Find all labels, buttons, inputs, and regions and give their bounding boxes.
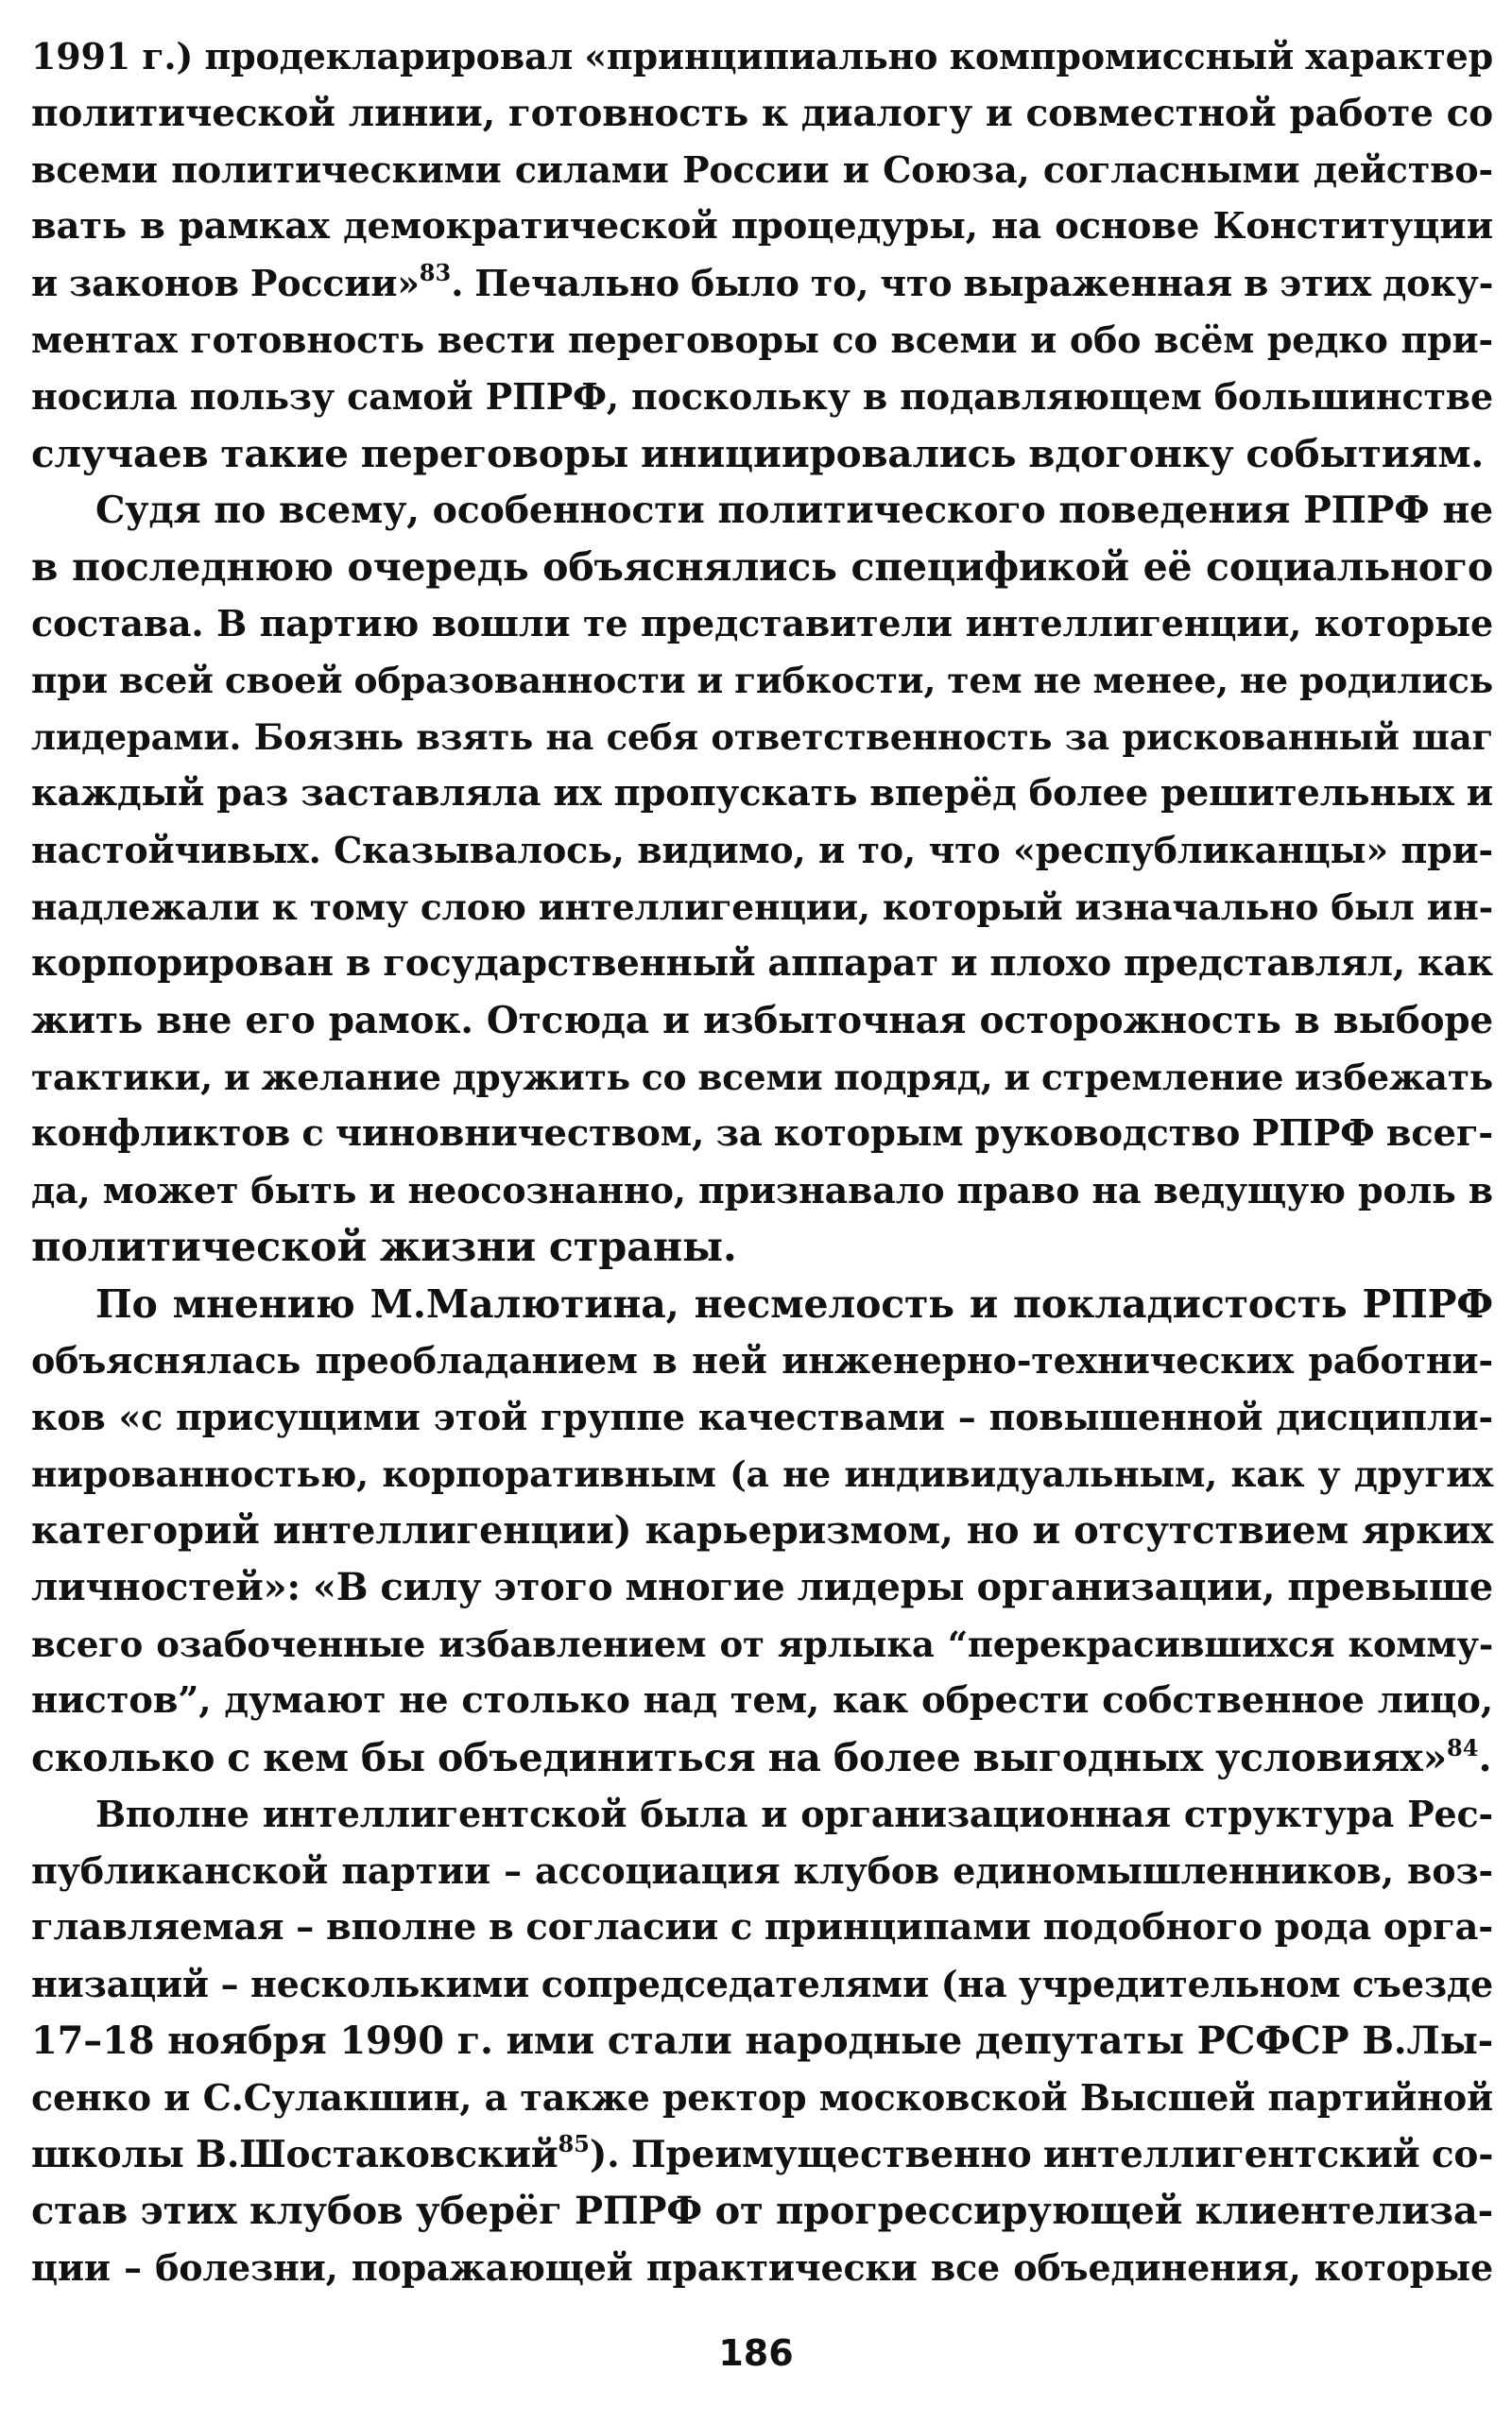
footnote-marker: 83 — [419, 259, 452, 286]
text-line-content: случаев такие переговоры инициировались вдогонку событиям. — [31, 431, 1485, 476]
text-line — [31, 2126, 1493, 2183]
text-line — [31, 1956, 1493, 2013]
text-line — [31, 879, 1493, 936]
text-line-content: школы В.Шостаковский — [31, 2133, 558, 2176]
text-line-content: Судя по всему, особенности политического поведения РПРФ не — [95, 489, 1493, 532]
text-line — [31, 1162, 1493, 1219]
text-line-content: По мнению М.Малютина, несмелость и покладистость РПРФ — [95, 1281, 1493, 1327]
text-line-content: при всей своей образованности и гибкости, тем не менее, не родились — [31, 660, 1493, 701]
text-line — [31, 2183, 1493, 2240]
text-line — [31, 1106, 1493, 1162]
text-line-content: корпорирован в государственный аппарат и плохо представлял, как — [31, 942, 1493, 985]
footnote-marker: 84 — [1447, 1734, 1479, 1761]
text-line — [31, 992, 1493, 1049]
text-line-content: став этих клубов уберёг РПРФ от прогрессирующей клиентелиза- — [31, 2189, 1493, 2233]
text-line-content: политической линии, готовность к диалогу и совместной работе со — [31, 92, 1493, 135]
text-line — [31, 2070, 1493, 2126]
text-line-content: сколько с кем бы объединиться на более выгодных условиях» — [31, 1735, 1448, 1780]
text-line — [31, 425, 1493, 482]
text-line — [31, 2013, 1493, 2070]
text-line-content: публиканской партии – ассоциация клубов единомышленников, воз- — [31, 1849, 1493, 1892]
text-line — [31, 822, 1493, 879]
text-line-content: носила пользу самой РПРФ, поскольку в подавляющем большинстве — [31, 375, 1493, 418]
text-line — [31, 1219, 1493, 1276]
text-line — [31, 1616, 1493, 1673]
text-line-content: ментах готовность вести переговоры со всеми и обо всём редко при- — [31, 318, 1493, 361]
document-page — [31, 28, 1493, 2296]
text-line — [31, 1389, 1493, 1446]
text-line-content: ков «с присущими этой группе качествами – повышенной дисципли- — [31, 1396, 1493, 1438]
text-line-content: нистов”, думают не столько над тем, как обрести собственное лицо, — [31, 1679, 1493, 1722]
text-line-content: Вполне интеллигентской была и организационная структура Рес- — [95, 1793, 1493, 1835]
text-line — [31, 1276, 1493, 1332]
text-line — [31, 1446, 1493, 1503]
text-line — [31, 28, 1493, 85]
text-line — [31, 1786, 1493, 1843]
text-line — [31, 1049, 1493, 1106]
text-line-continuation: . — [1478, 1735, 1492, 1780]
text-line — [31, 652, 1493, 709]
text-line — [31, 1332, 1493, 1389]
text-line — [31, 1503, 1493, 1559]
text-line-content: каждый раз заставляла их пропускать вперёд более решительных и — [31, 772, 1493, 815]
text-line — [31, 1729, 1493, 1786]
text-line — [31, 595, 1493, 652]
text-line-content: настойчивых. Сказывалось, видимо, и то, что «республиканцы» при- — [31, 829, 1493, 871]
footnote-marker: 85 — [558, 2130, 590, 2157]
text-line-content: вать в рамках демократической процедуры, на основе Конституции — [31, 205, 1493, 248]
text-line — [31, 198, 1493, 255]
text-line — [31, 1843, 1493, 1899]
text-line — [31, 539, 1493, 595]
text-line — [31, 1899, 1493, 1956]
text-line — [31, 1559, 1493, 1616]
text-line-content: политической жизни страны. — [31, 1224, 737, 1271]
text-line-content: в последнюю очередь объяснялись спецификой её социального — [31, 544, 1493, 590]
text-line-content: и законов России» — [31, 262, 420, 304]
text-line — [31, 1673, 1493, 1729]
text-line-content: низаций – несколькими сопредседателями (на учредительном съезде — [31, 1963, 1493, 2005]
text-line — [31, 369, 1493, 425]
text-line-content: надлежали к тому слою интеллигенции, который изначально был ин- — [31, 886, 1493, 928]
text-line-continuation: . Печально было то, что выраженная в этих доку- — [451, 262, 1494, 304]
text-line — [31, 2240, 1493, 2296]
text-line-content: состава. В партию вошли те представители интеллигенции, которые — [31, 602, 1493, 644]
text-line — [31, 312, 1493, 369]
text-line-content: лидерами. Боязнь взять на себя ответственность за рискованный шаг — [31, 716, 1493, 758]
text-line-content: жить вне его рамок. Отсюда и избыточная осторожность в выборе — [31, 999, 1493, 1042]
text-line-content: тактики, и желание дружить со всеми подряд, и стремление избежать — [31, 1057, 1493, 1098]
text-line-content: 17–18 ноября 1990 г. ими стали народные депутаты РСФСР В.Лы- — [31, 2019, 1493, 2063]
text-line-content: сенко и С.Сулакшин, а также ректор московской Высшей партийной — [31, 2076, 1493, 2119]
text-line-content: категорий интеллигенции) карьеризмом, но и отсутствием ярких — [31, 1508, 1493, 1553]
text-line — [31, 255, 1493, 312]
text-line — [31, 936, 1493, 992]
text-line-content: всего озабоченные избавлением от ярлыка “перекрасившихся комму- — [31, 1624, 1493, 1665]
text-line-content: главляемая – вполне в согласии с принципами подобного рода орга- — [31, 1906, 1493, 1949]
page-number: 186 — [718, 2332, 794, 2374]
text-line-content: нированностью, корпоративным (а не индивидуальным, как у других — [31, 1453, 1493, 1495]
text-line-continuation: ). Преимущественно интеллигентский со- — [589, 2133, 1494, 2176]
text-line — [31, 482, 1493, 539]
text-line — [31, 765, 1493, 822]
text-line-content: конфликтов с чиновничеством, за которым руководство РПРФ всег- — [31, 1112, 1493, 1155]
text-line — [31, 142, 1493, 198]
text-line-content: да, может быть и неосознанно, признавало право на ведущую роль в — [31, 1169, 1493, 1212]
text-line — [31, 85, 1493, 142]
text-line-content: личностей»: «В силу этого многие лидеры организации, превыше — [31, 1565, 1493, 1609]
text-line-content: объяснялась преобладанием в ней инженерно-технических работни- — [31, 1339, 1493, 1382]
text-line — [31, 709, 1493, 765]
text-line-content: всеми политическими силами России и Союза, согласными действо- — [31, 148, 1493, 191]
text-line-content: 1991 г.) продекларировал «принципиально компромиссный характер — [31, 35, 1493, 77]
text-line-content: ции – болезни, поражающей практически все объединения, которые — [31, 2246, 1493, 2289]
